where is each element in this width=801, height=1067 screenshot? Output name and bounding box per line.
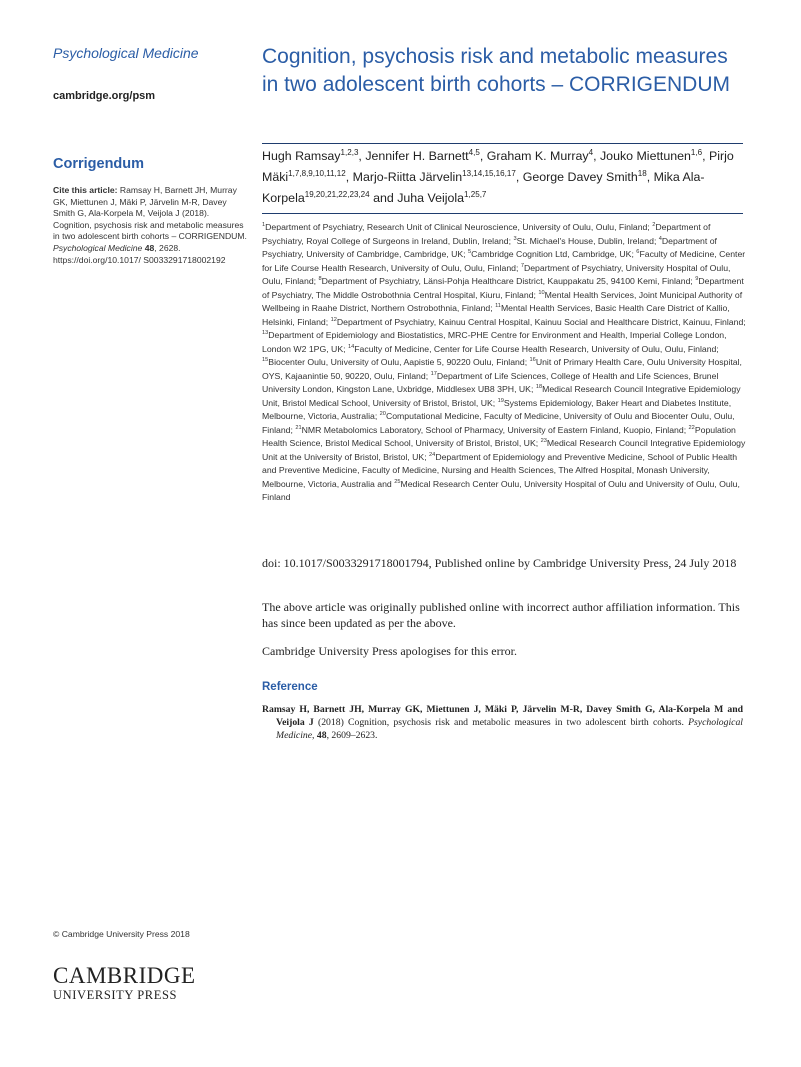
author-affiliation-numbers: 1,6 bbox=[690, 147, 703, 157]
affiliation-text: Mental Health Services, Joint Municipal Authority of Wellbeing in Raahe District, Northern Ostrobothnia, Finland bbox=[262, 289, 743, 313]
affiliation-text: Department of Psychiatry, Kainuu Central Hospital, Kainuu Social and Healthcare District, Kainuu, Finland bbox=[336, 316, 744, 327]
affiliation-number: 24 bbox=[429, 451, 436, 458]
author-affiliation-numbers: 13,14,15,16,17 bbox=[462, 168, 516, 178]
affiliation-number: 1 bbox=[262, 222, 266, 229]
author-affiliation-numbers: 18 bbox=[637, 168, 647, 178]
author bbox=[600, 149, 702, 163]
reference-separator: , bbox=[312, 730, 317, 742]
cite-doi[interactable]: , 2628. https://doi.org/10.1017/ S0033291718002192 bbox=[53, 242, 226, 265]
reference-title: (2018) Cognition, psychosis risk and metabolic measures in two adolescent birth cohorts. bbox=[313, 717, 689, 729]
divider bbox=[262, 213, 743, 214]
author-affiliation-numbers: 4 bbox=[588, 147, 594, 157]
author-name: Jouko Miettunen bbox=[599, 149, 691, 163]
author bbox=[365, 149, 480, 163]
affiliation bbox=[319, 276, 691, 286]
affiliation-number: 7 bbox=[520, 262, 524, 269]
cambridge-logo bbox=[53, 965, 196, 1003]
affiliation-text: St. Michael's House, Dublin, Ireland bbox=[516, 235, 654, 246]
cite-label: Cite this article: bbox=[53, 185, 118, 195]
author-name: Hugh Ramsay bbox=[262, 149, 341, 163]
affiliation-number: 13 bbox=[262, 330, 269, 337]
author-name: Pirjo Mäki bbox=[262, 149, 734, 184]
affiliation-number: 25 bbox=[394, 478, 401, 485]
and-word: and bbox=[373, 191, 394, 205]
copyright: © Cambridge University Press 2018 bbox=[53, 929, 190, 939]
affiliation-number: 6 bbox=[636, 249, 640, 256]
affiliation-number: 10 bbox=[538, 289, 545, 296]
affiliation-text: Population Health Science, Bristol Medical School, University of Bristol, Bristol, UK bbox=[262, 424, 736, 448]
affiliation-number: 21 bbox=[295, 424, 302, 431]
affiliation-number: 11 bbox=[495, 303, 501, 310]
cite-this-article bbox=[53, 185, 249, 266]
affiliation-text: Department of Psychiatry, Länsi-Pohja Healthcare District, Kauppakatu 25, 94100 Kemi, Finland bbox=[321, 276, 691, 286]
affiliation-text: Department of Psychiatry, University Hospital of Oulu, Oulu, Finland bbox=[262, 262, 731, 286]
reference-heading: Reference bbox=[262, 681, 318, 693]
affiliation-text: Mental Health Services, Basic Health Care District of Kallio, Helsinki, Finland bbox=[262, 303, 730, 327]
logo-line-1: CAMBRIDGE bbox=[53, 963, 196, 988]
author-affiliation-numbers: 1,7,8,9,10,11,12 bbox=[288, 168, 346, 178]
author bbox=[487, 149, 593, 163]
affiliation-number: 5 bbox=[468, 249, 472, 256]
affiliation bbox=[331, 317, 744, 327]
reference-entry bbox=[262, 703, 743, 743]
affiliation-number: 17 bbox=[430, 370, 437, 377]
author-affiliation-numbers: 4,5 bbox=[468, 147, 480, 157]
affiliation-number: 20 bbox=[379, 411, 386, 418]
affiliation-text: Medical Research Council Integrative Epidemiology Unit, Bristol Medical School, University of Bristol, Bristol, UK bbox=[262, 384, 741, 408]
article-type: Corrigendum bbox=[53, 156, 145, 172]
reference-journal: Psychological Medicine bbox=[276, 717, 743, 742]
reference-volume: 48 bbox=[316, 730, 327, 742]
affiliation-text: Systems Epidemiology, Baker Heart and Diabetes Institute, Melbourne, Victoria, Australia bbox=[262, 397, 732, 421]
affiliation-text: Medical Research Council Integrative Epidemiology Unit at the University of Bristol, Bristol, UK bbox=[262, 438, 746, 462]
affiliation-number: 18 bbox=[535, 384, 543, 391]
cite-journal: Psychological Medicine bbox=[53, 242, 143, 253]
doi-line: doi: 10.1017/S0033291718001794, Published online by Cambridge University Press, 24 July 2018 bbox=[262, 556, 737, 570]
logo-line-2: UNIVERSITY PRESS bbox=[53, 988, 178, 1002]
affiliation-text: Department of Epidemiology and Preventive Medicine, School of Public Health and Preventive Medicine, Faculty of Medicine, Nursing and Health Sciences, The Alfred Hospital, Monash University, Melbourne, Victoria, Australia bbox=[262, 451, 738, 489]
affiliation-number: 19 bbox=[497, 397, 504, 404]
apology-paragraph: Cambridge University Press apologises for this error. bbox=[262, 644, 517, 658]
author-affiliation-numbers: 1,2,3 bbox=[340, 147, 359, 157]
affiliation-number: 23 bbox=[540, 438, 547, 445]
affiliation-text: Cambridge Cognition Ltd, Cambridge, UK bbox=[471, 249, 632, 259]
affiliation-number: 8 bbox=[318, 276, 322, 283]
affiliation-number: 12 bbox=[330, 316, 337, 323]
affiliation bbox=[295, 425, 683, 435]
affiliation bbox=[262, 222, 647, 232]
affiliation-text: Unit of Primary Health Care, Oulu University Hospital, OYS, Kajaanintie 50, 90220, Oulu, Finland bbox=[262, 357, 742, 381]
author bbox=[397, 191, 486, 205]
article-title: Cognition, psychosis risk and metabolic measures in two adolescent birth cohorts – CORRIGENDUM bbox=[262, 45, 730, 96]
affiliation-text: Faculty of Medicine, Center for Life Course Health Research, University of Oulu, Oulu, Finland bbox=[354, 343, 717, 354]
affiliations: $^1$Department of Psychiatry, Research Unit of Clinical Neuroscience, University of Oulu, Oulu, Finland; $^2$Department of Psychiatry, Royal College of Surgeons in Ireland, Dublin, Ireland; $^3$St. Michael's House, Dublin, Ireland; $^4$Department of Psychiatry, University of Cambridge, Cambridge, UK; $^5$Cambridge Cognition Ltd, Cambridge, UK; $^6$Faculty of Medicine, Center for Life Course Health Research, University of Oulu, Oulu, Finland; $^7$Department of Psychiatry, University Hospital of Oulu, Oulu, Finland; $^8$Department of Psychiatry, Länsi-Pohja Healthcare District, Kauppakatu 25, 94100 Kemi, Finland; $^9$Department of Psychiatry, The Middle Ostrobothnia Central Hospital, Kiuru, Finland; $^{10}$Mental Health Services, Joint Municipal Authority of Wellbeing in Raahe District, Northern Ostrobothnia, Finland; $^{11}$Mental Health Services, Basic Health Care District of Kallio, Helsinki, Finland; $^{12}$Department of Psychiatry, Kainuu Central Hospital, Kainuu Social and Healthcare District, Kainuu, Finland; $^{13}$Department of Epidemiology and Biostatistics, MRC-PHE Centre for Environment and Health, Imperial College London, London W2 1PG, UK; $^{14}$Faculty of Medicine, Center for Life Course Health Research, University of Oulu, Oulu, Finland; $^{15}$Biocenter Oulu, University of Oulu, Aapistie 5, 90220 Oulu, Finland; $^{16}$Unit of Primary Health Care, Oulu University Hospital, OYS, Kajaanintie 50, 90220, Oulu, Finland; $^{17}$Department of Life Sciences, College of Health and Life Sciences, Brunel University London, Kingston Lane, Uxbridge, Middlesex UB8 3PH, UK; $^{18}$Medical Research Council Integrative Epidemiology Unit, Bristol Medical School, University of Bristol, Bristol, UK; $^{19}$Systems Epidemiology, Baker Heart and Diabetes Institute, Melbourne, Victoria, Australia; $^{20}$Computational Medicine, Faculty of Medicine, University of Oulu and Biocenter Oulu, Oulu, Finland; $^{21}$NMR Metabolomics Laboratory, School of Pharmacy, University of Eastern Finland, Kuopio, Finland; $^{22}$Population Health Science, Bristol Medical School, University of Bristol, Bristol, UK; $^{23}$Medical Research Council Integrative Epidemiology Unit at the University of Bristol, Bristol, UK; $^{24}$Department of Epidemiology and Preventive Medicine, School of Public Health and Preventive Medicine, Faculty of Medicine, Nursing and Health Sciences, The Alfred Hospital, Monash University, Melbourne, Victoria, Australia and $^{25}$Medical Research Center Oulu, University Hospital of Oulu and University of Oulu, Oulu, Finland bbox=[262, 222, 746, 502]
affiliation bbox=[513, 236, 654, 246]
affiliation-number: 14 bbox=[347, 343, 355, 350]
divider bbox=[262, 143, 743, 144]
author-name: George Davey Smith bbox=[522, 170, 638, 184]
author-affiliation-numbers: 19,20,21,22,23,24 bbox=[304, 189, 370, 199]
affiliation bbox=[348, 344, 716, 354]
author-list: Hugh Ramsay$^{1,2,3}$, Jennifer H. Barnett$^{4,5}$, Graham K. Murray$^4$, Jouko Miettunen$^{1,6}$, Pirjo Mäki$^{1,7,8,9,10,11,12}$, Marjo-Riitta Järvelin$^{13,14,15,16,17}$, George Davey Smith$^{18}$, Mika Ala-Korpela$^{19,20,21,22,23,24}$ and Juha Veijola$^{1,25,7}$ bbox=[262, 147, 734, 205]
affiliation-text: Department of Epidemiology and Biostatistics, MRC-PHE Centre for Environment and Health, Imperial College London, London W2 1PG, UK bbox=[262, 330, 727, 354]
affiliation-number: 3 bbox=[513, 235, 517, 242]
author bbox=[262, 149, 358, 163]
affiliation-text: Department of Psychiatry, The Middle Ostrobothnia Central Hospital, Kiuru, Finland bbox=[262, 276, 744, 300]
affiliation-text: NMR Metabolomics Laboratory, School of Pharmacy, University of Eastern Finland, Kuopio, Finland bbox=[301, 424, 684, 435]
affiliation-number: 9 bbox=[695, 276, 699, 283]
and-word: and bbox=[377, 478, 392, 489]
affiliation-text: Department of Psychiatry, Research Unit of Clinical Neuroscience, University of Oulu, Oulu, Finland bbox=[265, 222, 648, 232]
affiliation-text: Department of Psychiatry, University of Cambridge, Cambridge, UK bbox=[262, 235, 717, 259]
reference-authors: Ramsay H, Barnett JH, Murray GK, Miettunen J, Mäki P, Järvelin M-R, Davey Smith G, Ala-Korpela M and Veijola J bbox=[262, 704, 743, 729]
author-name: Mika Ala-Korpela bbox=[262, 170, 705, 205]
affiliation-number: 22 bbox=[688, 424, 695, 431]
affiliation-text: Medical Research Center Oulu, University Hospital of Oulu and University of Oulu, Oulu, Finland bbox=[262, 478, 740, 502]
author-name: Juha Veijola bbox=[397, 191, 465, 205]
affiliation-text: Faculty of Medicine, Center for Life Course Health Research, University of Oulu, Oulu, Finland bbox=[262, 249, 746, 273]
journal-website-link[interactable]: cambridge.org/psm bbox=[53, 90, 156, 102]
affiliation bbox=[468, 249, 631, 259]
affiliation-text: Department of Life Sciences, College of Health and Life Sciences, Brunel University London, Kingston Lane, Uxbridge, Middlesex UB8 3PH, UK bbox=[262, 370, 719, 394]
affiliation-text: Biocenter Oulu, University of Oulu, Aapistie 5, 90220 Oulu, Finland bbox=[268, 357, 525, 367]
affiliation-number: 16 bbox=[529, 357, 536, 364]
affiliation bbox=[262, 357, 525, 367]
journal-name[interactable]: Psychological Medicine bbox=[53, 45, 199, 61]
affiliation-text: Department of Psychiatry, Royal College of Surgeons in Ireland, Dublin, Ireland bbox=[262, 222, 711, 246]
affiliation-number: 4 bbox=[658, 235, 662, 242]
cite-text: Ramsay H, Barnett JH, Murray GK, Miettunen J, Mäki P, Järvelin M-R, Davey Smith G, Ala-Korpela M, Veijola J (2018). Cognition, psychosis risk and metabolic measures in two adolescent birth cohorts – CORRIGENDUM. bbox=[53, 185, 247, 242]
reference-pages: , 2609–2623. bbox=[326, 730, 378, 742]
author-name: Marjo-Riitta Järvelin bbox=[352, 170, 463, 184]
author-affiliation-numbers: 1,25,7 bbox=[464, 189, 487, 199]
author bbox=[523, 170, 647, 184]
affiliation-number: 15 bbox=[262, 357, 269, 364]
correction-paragraph: The above article was originally published online with incorrect author affiliation information. This has since been updated as per the above. bbox=[262, 600, 740, 630]
affiliation-text: Computational Medicine, Faculty of Medicine, University of Oulu and Biocenter Oulu, Oulu, Finland bbox=[262, 411, 735, 435]
author-name: Jennifer H. Barnett bbox=[365, 149, 469, 163]
author-name: Graham K. Murray bbox=[486, 149, 589, 163]
affiliation-number: 2 bbox=[652, 222, 656, 229]
cite-volume: 48 bbox=[144, 242, 155, 253]
author bbox=[353, 170, 516, 184]
